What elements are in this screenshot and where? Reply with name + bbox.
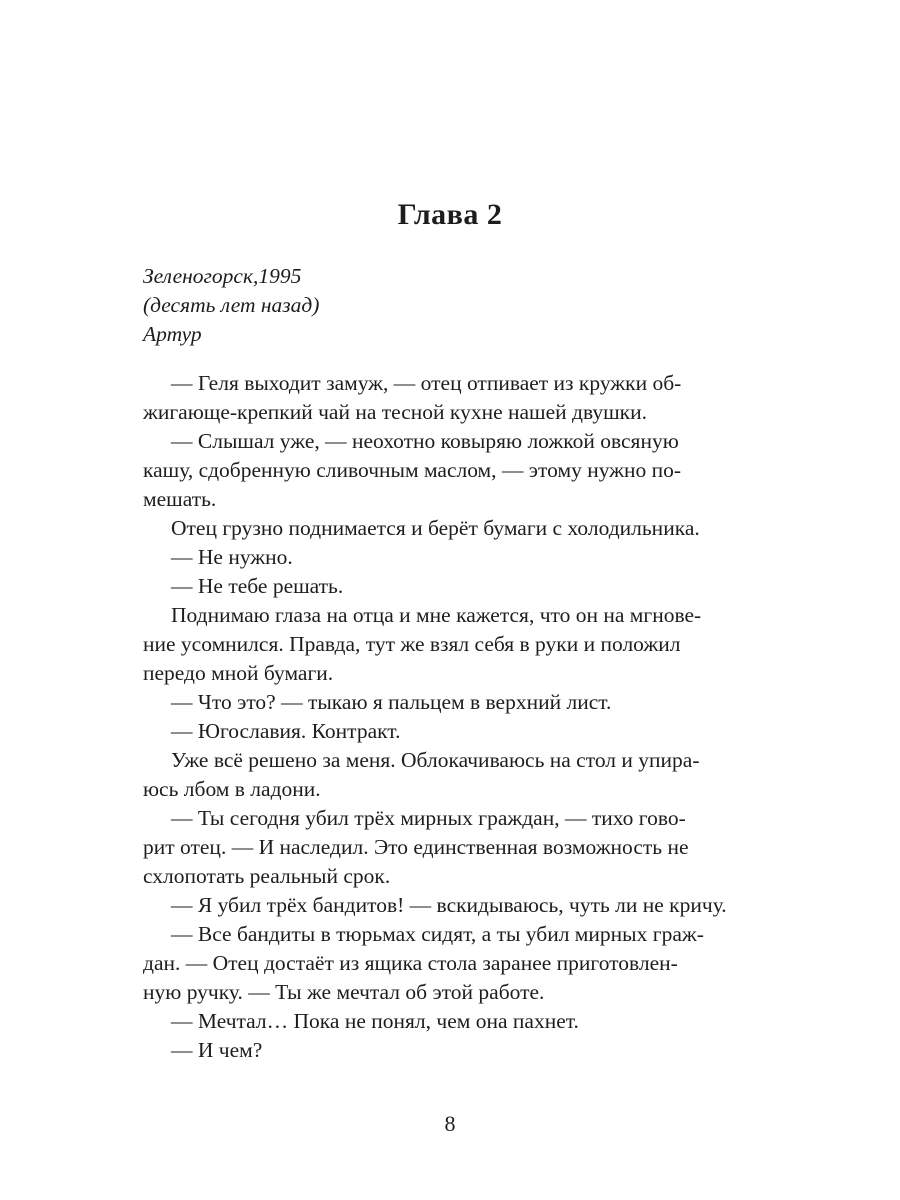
paragraph — [143, 1007, 758, 1036]
chapter-title: Глава 2 — [397, 198, 503, 231]
text-line: — Что это? — тыкаю я пальцем в верхний лист. — [171, 690, 612, 714]
text-line: Уже всё решено за меня. Облокачиваюсь на стол и упира- — [171, 748, 700, 772]
text-line: — Все бандиты в тюрьмах сидят, а ты убил мирных граж- — [171, 922, 704, 946]
paragraph — [143, 920, 758, 1007]
text-line: передо мной бумаги. — [143, 661, 334, 685]
paragraph — [143, 717, 758, 746]
text-line: — Мечтал… Пока не понял, чем она пахнет. — [171, 1009, 579, 1033]
text-line: — Не тебе решать. — [171, 574, 344, 598]
text-line: — Югославия. Контракт. — [171, 719, 401, 743]
paragraph — [143, 688, 758, 717]
text-line: — Ты сегодня убил трёх мирных граждан, — тихо гово- — [171, 806, 686, 830]
chapter-body — [143, 369, 758, 1065]
text-line: ние усомнился. Правда, тут же взял себя в руки и положил — [143, 632, 681, 656]
text-line: рит отец. — И наследил. Это единственная возможность не — [143, 835, 689, 859]
text-line: жигающе-крепкий чай на тесной кухне нашей двушки. — [143, 400, 648, 424]
text-line: кашу, сдобренную сливочным маслом, — этому нужно по- — [143, 458, 682, 482]
text-line: дан. — Отец достаёт из ящика стола заранее приготовлен- — [143, 951, 678, 975]
paragraph — [143, 427, 758, 514]
paragraph — [143, 514, 758, 543]
epigraph-time-note: (десять лет назад) — [143, 293, 320, 317]
paragraph — [143, 572, 758, 601]
text-line: — Геля выходит замуж, — отец отпивает из кружки об- — [171, 371, 682, 395]
paragraph — [143, 804, 758, 891]
paragraph — [143, 369, 758, 427]
paragraph — [143, 1036, 758, 1065]
page-number: 8 — [444, 1111, 456, 1136]
text-line: Отец грузно поднимается и берёт бумаги с холодильника. — [171, 516, 700, 540]
epigraph-narrator: Артур — [143, 322, 202, 346]
text-line: — Слышал уже, — неохотно ковыряю ложкой овсяную — [171, 429, 679, 453]
text-line: Поднимаю глаза на отца и мне кажется, что он на мгнове- — [171, 603, 702, 627]
text-line: — Я убил трёх бандитов! — вскидываюсь, чуть ли не кричу. — [171, 893, 727, 917]
text-line: ную ручку. — Ты же мечтал об этой работе. — [143, 980, 545, 1004]
epigraph — [143, 262, 763, 349]
text-line: юсь лбом в ладони. — [143, 777, 321, 801]
text-line: — И чем? — [171, 1038, 263, 1062]
paragraph — [143, 746, 758, 804]
text-line: мешать. — [143, 487, 217, 511]
paragraph — [143, 543, 758, 572]
epigraph-place-year: Зеленогорск,1995 — [143, 264, 302, 288]
text-line: схлопотать реальный срок. — [143, 864, 391, 888]
paragraph — [143, 891, 758, 920]
text-line: — Не нужно. — [171, 545, 293, 569]
paragraph — [143, 601, 758, 688]
